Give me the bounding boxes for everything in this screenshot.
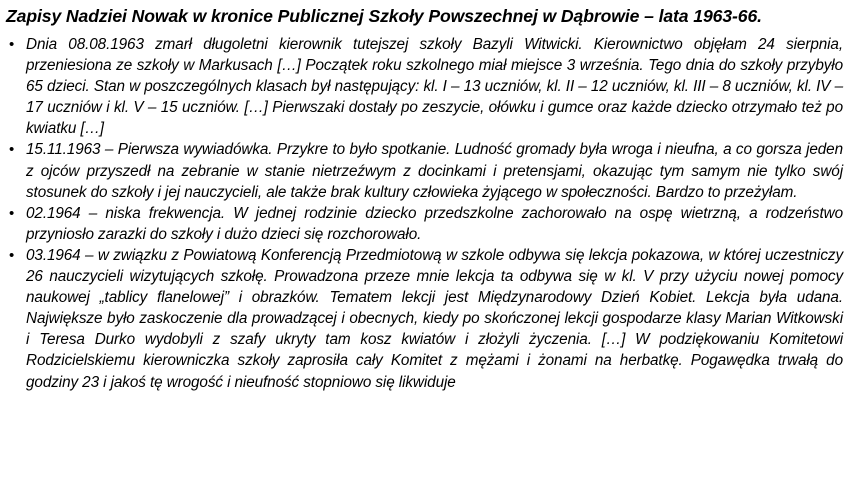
bullet-icon: •	[9, 141, 15, 159]
entry-text: 02.1964 – niska frekwencja. W jednej rodzinie dziecko przedszkolne zachorowało na ospę wietrzną, a rodzeństwo przyniosło zarazki do szkoły i dużo dzieci się rozchorowało.	[26, 204, 843, 243]
page-title: Zapisy Nadziei Nowak w kronice Publicznej Szkoły Powszechnej w Dąbrowie – lata 1963-66.	[6, 6, 762, 26]
list-item	[6, 139, 843, 202]
entry-text: 15.11.1963 – Pierwsza wywiadówka. Przykre to było spotkanie. Ludność gromady była wroga i nieufna, a co gorsza jeden z ojców przyszedł na zebranie w stanie nietrzeźwym z docinkami i pretensjami, okazując tym samym nie tylko swój stosunek do szkoły i jej nauczycieli, ale także brak kultury człowieka żyjącego w społeczności. Bardzo to przeżyłam.	[26, 141, 843, 201]
list-item	[6, 203, 843, 245]
bullet-icon: •	[9, 246, 15, 264]
entry-text: Dnia 08.08.1963 zmarł długoletni kierownik tutejszej szkoły Bazyli Witwicki. Kierownictwo objęłam 24 sierpnia, przeniesiona ze szkoły w Markusach […] Początek roku szkolnego miał miejsce 3 września. Tego dnia do szkoły przybyło 65 dzieci. Stan w poszczególnych klasach był następujący: kl. I – 13 uczniów, kl. II – 12 uczniów, kl. III – 8 uczniów, kl. IV – 17 uczniów i kl. V – 15 uczniów. […] Pierwszaki dostały po zeszycie, ołówku i gumce oraz każde dziecko otrzymało też po kwiatku […]	[26, 36, 843, 138]
entry-text: 03.1964 – w związku z Powiatową Konferencją Przedmiotową w szkole odbywa się lekcja pokazowa, w której uczestniczy 26 nauczycieli wizytujących szkołę. Prowadzona przeze mnie lekcja ta odbywa się w kl. V przy użyciu nowej pomocy naukowej „tablicy flanelowej” i obrazków. Tematem lekcji jest Międzynarodowy Dzień Kobiet. Lekcja była udana. Największe było zaskoczenie dla prowadzącej i obecnych, kiedy po skończonej lekcji gospodarze klasy Marian Witkowski i Teresa Durko wydobyli z szafy ukryty tam kosz kwiatów i złożyli życzenia. […] W podziękowaniu Komitetowi Rodzicielskiemu kierowniczka szkoły zaprosiła cały Komitet z mężami i żonami na herbatkę. Pogawędka trwałą do godziny 23 i jakoś tę wrogość i nieufność stopniowo się likwiduje	[26, 246, 843, 391]
list-item	[6, 245, 843, 393]
bullet-icon: •	[9, 204, 15, 222]
list-item	[6, 34, 843, 139]
chronicle-entries-list	[6, 34, 843, 393]
bullet-icon: •	[9, 36, 15, 53]
